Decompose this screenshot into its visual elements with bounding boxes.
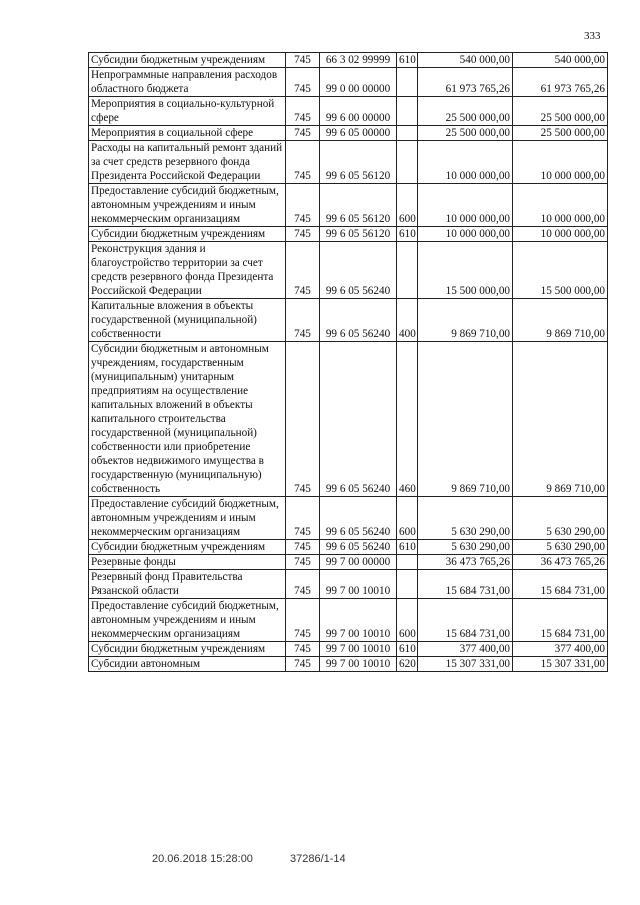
row-vr — [397, 68, 418, 97]
row-ved: 745 — [286, 299, 320, 342]
row-sum-1: 5 630 290,00 — [418, 497, 513, 540]
row-vr: 610 — [397, 53, 418, 68]
row-sum-2: 15 500 000,00 — [513, 242, 608, 299]
row-csr: 99 6 05 56240 — [320, 540, 397, 555]
row-vr: 620 — [397, 657, 418, 672]
document-footer — [152, 853, 380, 865]
row-sum-1: 5 630 290,00 — [418, 540, 513, 555]
row-sum-1: 15 684 731,00 — [418, 570, 513, 599]
row-sum-2: 5 630 290,00 — [513, 497, 608, 540]
row-sum-2: 15 307 331,00 — [513, 657, 608, 672]
row-csr: 99 6 00 00000 — [320, 97, 397, 126]
table-row — [89, 184, 608, 227]
row-sum-1: 15 307 331,00 — [418, 657, 513, 672]
row-sum-2: 10 000 000,00 — [513, 227, 608, 242]
row-ved: 745 — [286, 141, 320, 184]
row-csr: 99 6 05 56120 — [320, 184, 397, 227]
row-vr: 610 — [397, 642, 418, 657]
row-sum-1: 15 684 731,00 — [418, 599, 513, 642]
row-vr: 600 — [397, 497, 418, 540]
row-name: Мероприятия в социальной сфере — [89, 126, 286, 141]
row-vr — [397, 126, 418, 141]
row-sum-1: 9 869 710,00 — [418, 342, 513, 497]
row-vr: 460 — [397, 342, 418, 497]
row-sum-2: 25 500 000,00 — [513, 97, 608, 126]
row-sum-1: 25 500 000,00 — [418, 97, 513, 126]
row-ved: 745 — [286, 184, 320, 227]
row-csr: 99 6 05 56240 — [320, 299, 397, 342]
row-sum-1: 10 000 000,00 — [418, 141, 513, 184]
table-row — [89, 141, 608, 184]
budget-table-body — [89, 53, 608, 672]
row-ved: 745 — [286, 242, 320, 299]
row-ved: 745 — [286, 540, 320, 555]
budget-table — [88, 52, 608, 672]
table-row — [89, 68, 608, 97]
row-name: Капитальные вложения в объекты государственной (муниципальной) собственности — [89, 299, 286, 342]
table-row — [89, 555, 608, 570]
row-vr — [397, 97, 418, 126]
row-ved: 745 — [286, 642, 320, 657]
row-csr: 66 3 02 99999 — [320, 53, 397, 68]
row-vr — [397, 141, 418, 184]
row-sum-2: 377 400,00 — [513, 642, 608, 657]
row-ved: 745 — [286, 227, 320, 242]
row-vr — [397, 570, 418, 599]
row-name: Предоставление субсидий бюджетным, автономным учреждениям и иным некоммерческим организациям — [89, 497, 286, 540]
table-row — [89, 570, 608, 599]
table-row — [89, 497, 608, 540]
row-sum-1: 10 000 000,00 — [418, 184, 513, 227]
row-vr: 400 — [397, 299, 418, 342]
row-csr: 99 7 00 10010 — [320, 642, 397, 657]
row-sum-1: 540 000,00 — [418, 53, 513, 68]
row-sum-2: 10 000 000,00 — [513, 141, 608, 184]
row-csr: 99 6 05 56120 — [320, 141, 397, 184]
row-sum-1: 9 869 710,00 — [418, 299, 513, 342]
table-row — [89, 642, 608, 657]
row-name: Предоставление субсидий бюджетным, автономным учреждениям и иным некоммерческим организациям — [89, 184, 286, 227]
row-ved: 745 — [286, 497, 320, 540]
row-sum-1: 10 000 000,00 — [418, 227, 513, 242]
row-sum-2: 61 973 765,26 — [513, 68, 608, 97]
row-sum-2: 15 684 731,00 — [513, 599, 608, 642]
row-sum-1: 36 473 765,26 — [418, 555, 513, 570]
row-vr: 610 — [397, 227, 418, 242]
table-row — [89, 299, 608, 342]
row-name: Субсидии бюджетным учреждениям — [89, 53, 286, 68]
footer-doc-id: 37286/1-14 — [290, 853, 346, 865]
table-row — [89, 599, 608, 642]
row-csr: 99 6 05 56120 — [320, 227, 397, 242]
table-row — [89, 53, 608, 68]
row-vr: 610 — [397, 540, 418, 555]
row-csr: 99 7 00 10010 — [320, 657, 397, 672]
row-sum-2: 9 869 710,00 — [513, 299, 608, 342]
row-name: Резервный фонд Правительства Рязанской области — [89, 570, 286, 599]
row-ved: 745 — [286, 97, 320, 126]
row-vr: 600 — [397, 184, 418, 227]
row-vr: 600 — [397, 599, 418, 642]
row-name: Мероприятия в социально-культурной сфере — [89, 97, 286, 126]
row-sum-1: 15 500 000,00 — [418, 242, 513, 299]
row-sum-2: 36 473 765,26 — [513, 555, 608, 570]
row-sum-2: 540 000,00 — [513, 53, 608, 68]
row-vr — [397, 555, 418, 570]
row-ved: 745 — [286, 68, 320, 97]
page-number: 333 — [584, 30, 601, 42]
row-ved: 745 — [286, 657, 320, 672]
row-sum-2: 15 684 731,00 — [513, 570, 608, 599]
row-name: Предоставление субсидий бюджетным, автономным учреждениям и иным некоммерческим организациям — [89, 599, 286, 642]
row-sum-2: 5 630 290,00 — [513, 540, 608, 555]
row-csr: 99 6 05 56240 — [320, 242, 397, 299]
table-row — [89, 342, 608, 497]
row-csr: 99 0 00 00000 — [320, 68, 397, 97]
row-ved: 745 — [286, 342, 320, 497]
row-sum-2: 9 869 710,00 — [513, 342, 608, 497]
row-csr: 99 7 00 10010 — [320, 599, 397, 642]
row-name: Субсидии бюджетным учреждениям — [89, 227, 286, 242]
table-row — [89, 227, 608, 242]
row-sum-1: 377 400,00 — [418, 642, 513, 657]
footer-timestamp: 20.06.2018 15:28:00 — [152, 853, 253, 865]
row-csr: 99 7 00 00000 — [320, 555, 397, 570]
row-name: Субсидии автономным — [89, 657, 286, 672]
row-name: Субсидии бюджетным учреждениям — [89, 540, 286, 555]
row-sum-1: 25 500 000,00 — [418, 126, 513, 141]
row-name: Резервные фонды — [89, 555, 286, 570]
row-ved: 745 — [286, 599, 320, 642]
table-row — [89, 242, 608, 299]
row-ved: 745 — [286, 570, 320, 599]
row-name: Субсидии бюджетным учреждениям — [89, 642, 286, 657]
row-ved: 745 — [286, 53, 320, 68]
row-sum-1: 61 973 765,26 — [418, 68, 513, 97]
row-vr — [397, 242, 418, 299]
table-row — [89, 657, 608, 672]
row-csr: 99 6 05 56240 — [320, 342, 397, 497]
row-name: Субсидии бюджетным и автономным учреждениям, государственным (муниципальным) унитарным предприятиям на осуществление капитальных вложений в объекты капитального строительства государственной (муниципальной) собственности или приобретение объектов недвижимого имущества в государственную (муниципальную) собственность — [89, 342, 286, 497]
row-name: Реконструкция здания и благоустройство территории за счет средств резервного фонда Президента Российской Федерации — [89, 242, 286, 299]
table-row — [89, 126, 608, 141]
row-csr: 99 6 05 00000 — [320, 126, 397, 141]
row-ved: 745 — [286, 555, 320, 570]
table-row — [89, 540, 608, 555]
row-csr: 99 6 05 56240 — [320, 497, 397, 540]
row-name: Расходы на капитальный ремонт зданий за счет средств резервного фонда Президента Российской Федерации — [89, 141, 286, 184]
row-name: Непрограммные направления расходов областного бюджета — [89, 68, 286, 97]
row-csr: 99 7 00 10010 — [320, 570, 397, 599]
row-ved: 745 — [286, 126, 320, 141]
row-sum-2: 25 500 000,00 — [513, 126, 608, 141]
row-sum-2: 10 000 000,00 — [513, 184, 608, 227]
table-row — [89, 97, 608, 126]
